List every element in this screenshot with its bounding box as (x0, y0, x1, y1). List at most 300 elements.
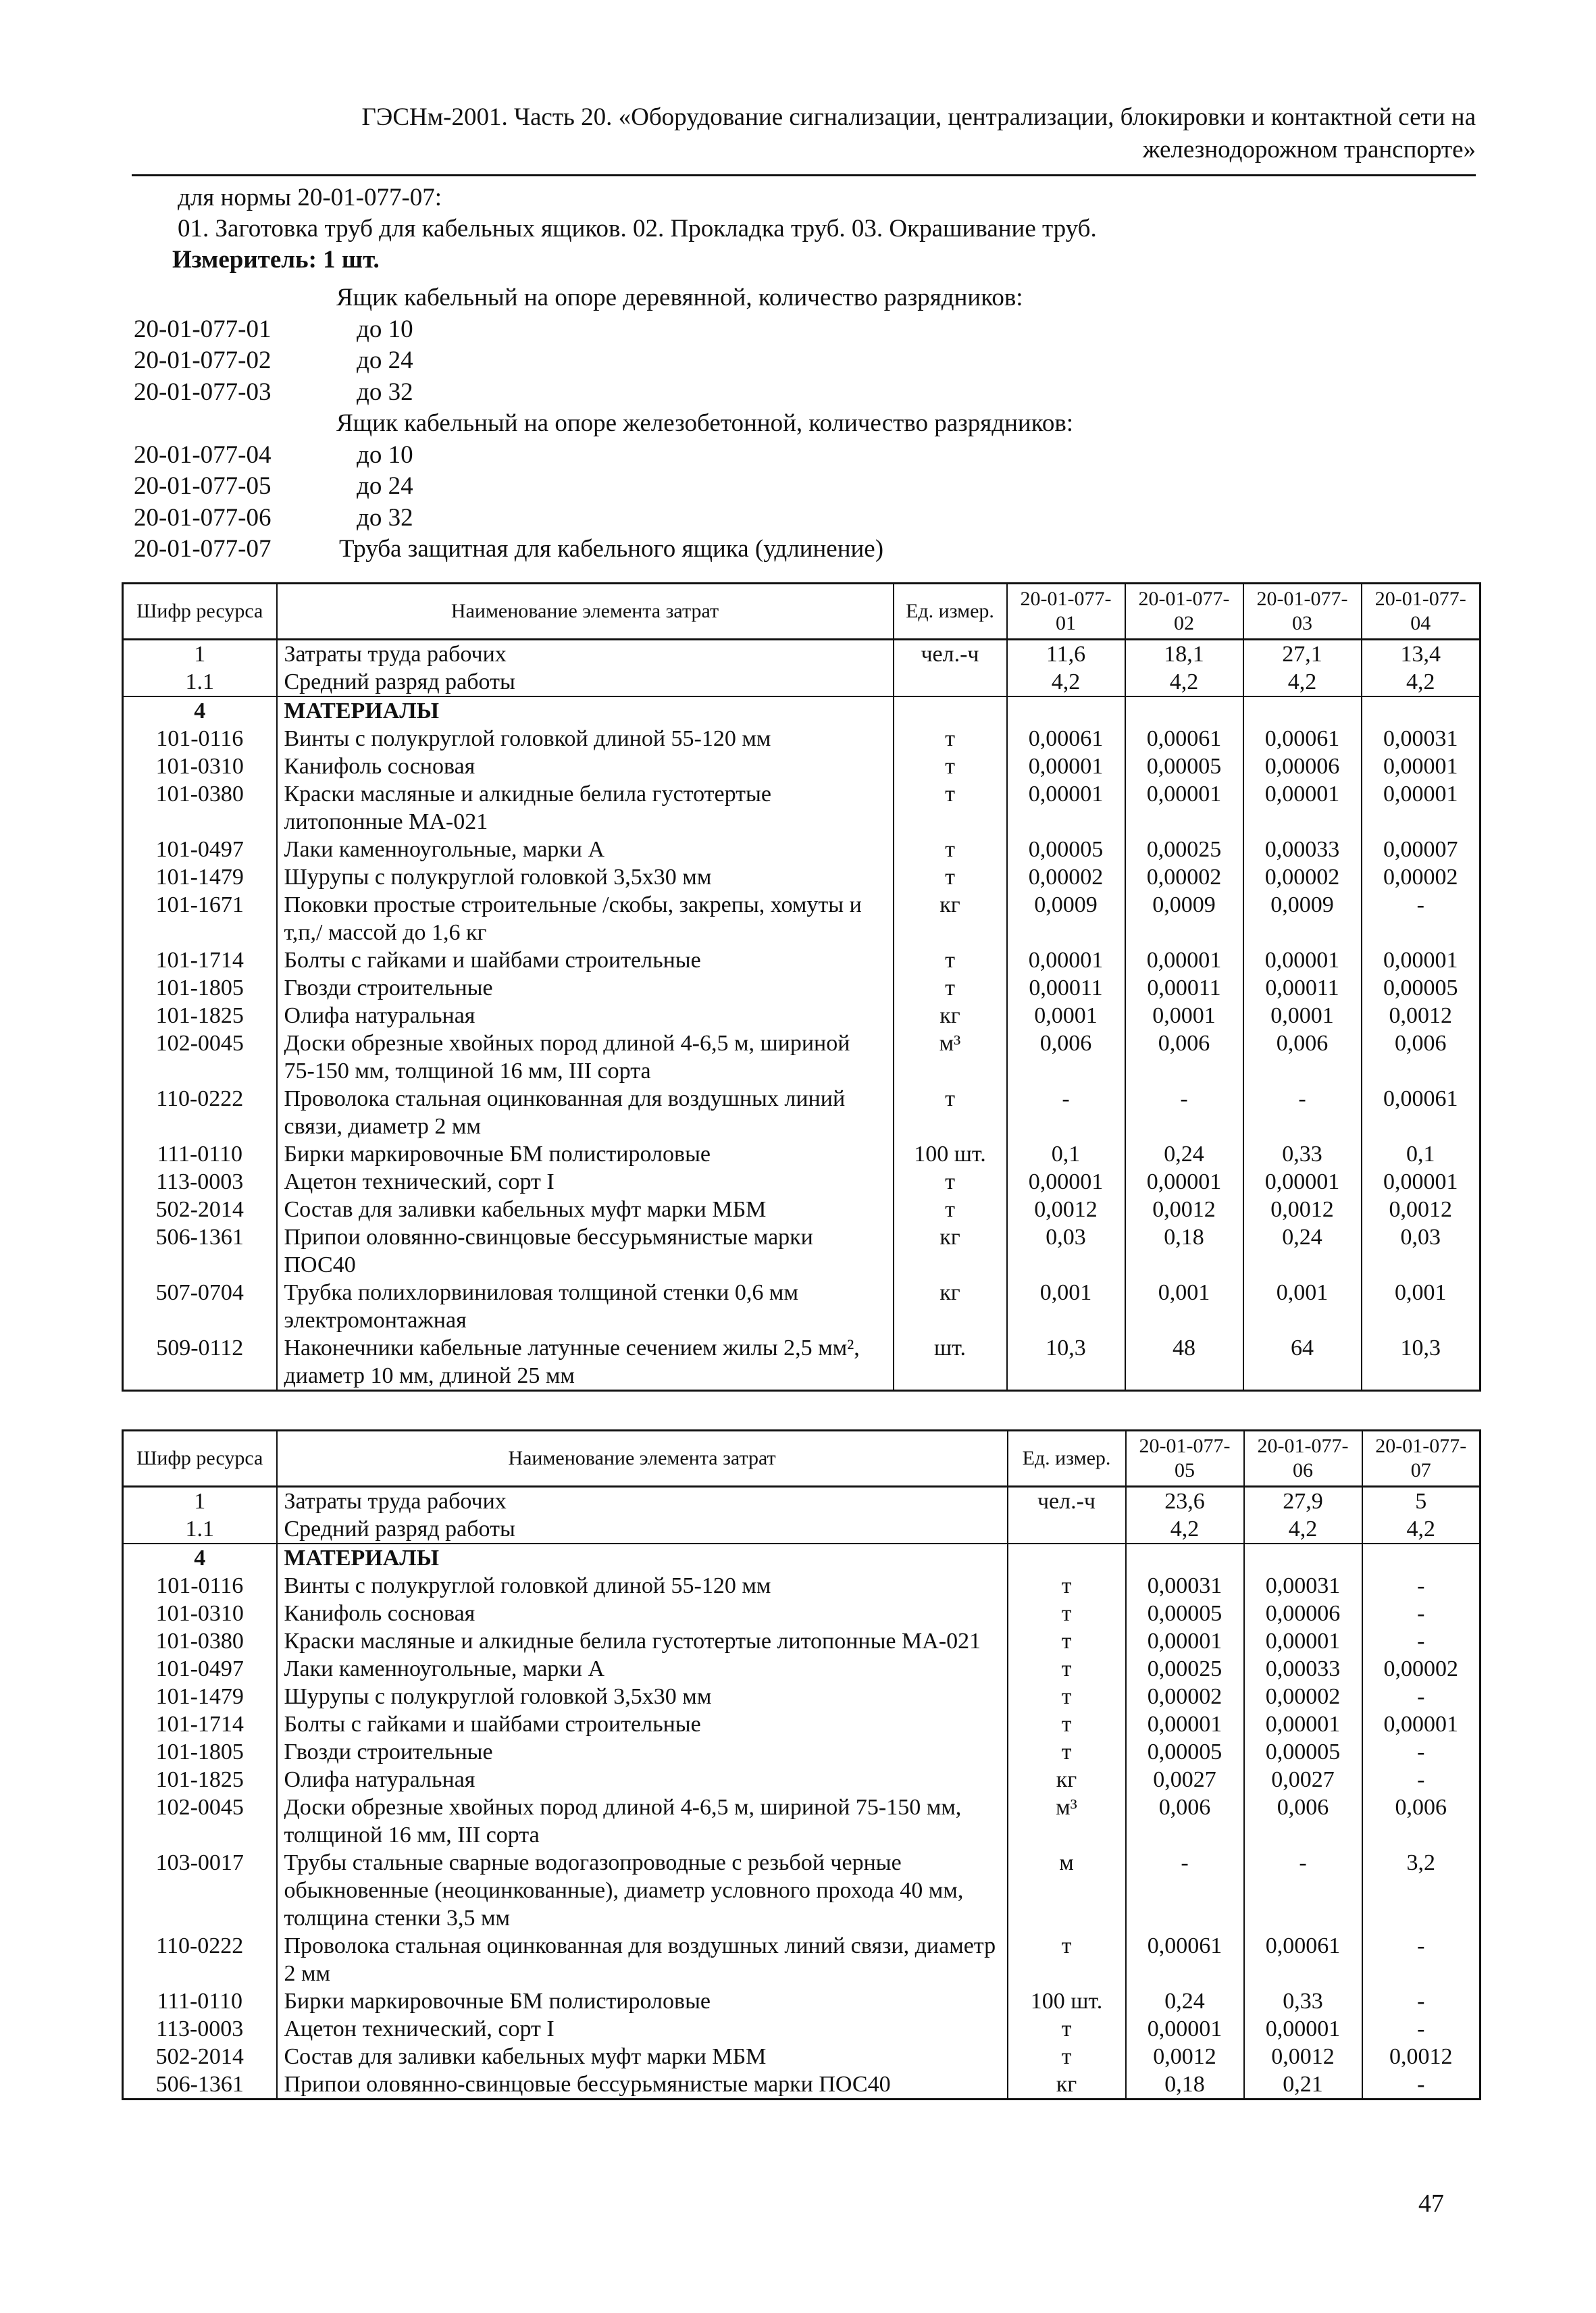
value-cell (1125, 696, 1243, 725)
norm-code-text: до 24 (357, 347, 413, 375)
value-cell: 27,1 (1243, 640, 1362, 669)
cost-element-name: Проволока стальная оцинкованная для воздушных линий связи, диаметр 2 мм (277, 1932, 1008, 1987)
table-row (123, 2015, 1481, 2043)
column-header: 20-01-077-01 (1007, 584, 1125, 640)
resource-code: 101-0116 (123, 725, 277, 753)
norm-code: 20-01-077-05 (134, 472, 272, 501)
unit-cell: т (894, 1085, 1007, 1140)
value-cell: - (1362, 2070, 1481, 2100)
value-cell: 0,00031 (1126, 1572, 1244, 1600)
resource-code: 101-1825 (123, 1766, 277, 1794)
value-cell: 0,00061 (1126, 1932, 1244, 1987)
resource-code: 101-1805 (123, 1738, 277, 1766)
value-cell: - (1362, 1987, 1481, 2015)
page-number: 47 (1418, 2189, 1444, 2218)
norm-reference: для нормы 20-01-077-07: (178, 184, 442, 211)
value-cell: 0,00025 (1125, 836, 1243, 863)
value-cell: 0,00061 (1243, 725, 1362, 753)
norm-group-heading (134, 408, 1478, 440)
value-cell: - (1007, 1085, 1125, 1140)
resource-code: 1 (123, 1487, 277, 1516)
value-cell: 0,00001 (1243, 946, 1362, 974)
value-cell: 0,00002 (1126, 1683, 1244, 1710)
value-cell: 0,24 (1126, 1987, 1244, 2015)
value-cell: 0,00001 (1125, 946, 1243, 974)
value-cell: 0,0012 (1007, 1196, 1125, 1223)
resource-code: 113-0003 (123, 1168, 277, 1196)
value-cell: 0,00001 (1362, 780, 1481, 836)
value-cell: 0,00001 (1007, 753, 1125, 780)
cost-element-name: Затраты труда рабочих (277, 640, 894, 669)
resource-code: 101-1825 (123, 1002, 277, 1030)
page-header (135, 101, 1476, 166)
cost-element-name: Бирки маркировочные БМ полистироловые (277, 1987, 1008, 2015)
column-header: 20-01-077-02 (1125, 584, 1243, 640)
cost-element-name: Ацетон технический, сорт I (277, 2015, 1008, 2043)
cost-element-name: Трубы стальные сварные водогазопроводные с резьбой черные обыкновенные (неоцинкованные), диаметр условного прохода 40 мм, толщина стенки 3,5 мм (277, 1849, 1008, 1932)
value-cell: 0,006 (1362, 1794, 1481, 1849)
cost-element-name: Средний разряд работы (277, 668, 894, 696)
resource-code: 506-1361 (123, 1223, 277, 1279)
unit-cell: шт. (894, 1334, 1007, 1391)
header-line-1: ГЭСНм-2001. Часть 20. «Оборудование сигнализации, централизации, блокировки и контактной сети на (361, 103, 1476, 131)
resource-code: 101-1805 (123, 974, 277, 1002)
value-cell: 0,0012 (1362, 1196, 1481, 1223)
value-cell: 10,3 (1362, 1334, 1481, 1391)
value-cell: 0,00061 (1362, 1085, 1481, 1140)
resource-code: 507-0704 (123, 1279, 277, 1334)
cost-element-name: Лаки каменноугольные, марки А (277, 1655, 1008, 1683)
value-cell (1007, 696, 1125, 725)
value-cell: 0,00001 (1243, 780, 1362, 836)
unit-cell: т (1008, 2015, 1126, 2043)
value-cell: 0,1 (1007, 1140, 1125, 1168)
resource-code: 101-1671 (123, 891, 277, 946)
column-header: Ед. измер. (1008, 1431, 1126, 1487)
value-cell: 10,3 (1007, 1334, 1125, 1391)
resource-code: 502-2014 (123, 2043, 277, 2070)
value-cell: 0,33 (1244, 1987, 1362, 2015)
work-description: 01. Заготовка труб для кабельных ящиков. 02. Прокладка труб. 03. Окрашивание труб. (178, 215, 1097, 243)
header-rule (132, 174, 1476, 176)
value-cell: 64 (1243, 1334, 1362, 1391)
unit-cell: т (894, 1168, 1007, 1196)
cost-element-name: Припои оловянно-свинцовые бессурьмянистые марки ПОС40 (277, 2070, 1008, 2100)
value-cell: 0,00001 (1243, 1168, 1362, 1196)
value-cell: 0,00002 (1244, 1683, 1362, 1710)
value-cell: - (1362, 1683, 1481, 1710)
value-cell: 0,00001 (1362, 1710, 1481, 1738)
column-header: 20-01-077-03 (1243, 584, 1362, 640)
value-cell: 0,21 (1244, 2070, 1362, 2100)
value-cell: - (1362, 2015, 1481, 2043)
norm-code-text: до 32 (357, 378, 413, 406)
table-row (123, 1572, 1481, 1600)
value-cell: 0,00002 (1125, 863, 1243, 891)
unit-cell: 100 шт. (1008, 1987, 1126, 2015)
norm-code: 20-01-077-03 (134, 378, 272, 406)
value-cell: 0,00001 (1126, 1710, 1244, 1738)
cost-element-name: Лаки каменноугольные, марки А (277, 836, 894, 863)
value-cell (1244, 1544, 1362, 1572)
value-cell: 0,18 (1126, 2070, 1244, 2100)
unit-cell: чел.-ч (1008, 1487, 1126, 1516)
cost-element-name: Наконечники кабельные латунные сечением жилы 2,5 мм², диаметр 10 мм, длиной 25 мм (277, 1334, 894, 1391)
value-cell: 0,00011 (1243, 974, 1362, 1002)
norm-code-row (134, 440, 1478, 472)
resource-code: 1.1 (123, 668, 277, 696)
value-cell: - (1362, 1766, 1481, 1794)
unit-cell (894, 668, 1007, 696)
cost-element-name: Канифоль сосновая (277, 1600, 1008, 1627)
value-cell: 0,0012 (1362, 1002, 1481, 1030)
unit-cell: м (1008, 1849, 1126, 1932)
column-header: Ед. измер. (894, 584, 1007, 640)
norm-code-text: до 10 (357, 440, 413, 469)
cost-element-name: Шурупы с полукруглой головкой 3,5х30 мм (277, 1683, 1008, 1710)
resource-code: 101-0380 (123, 1627, 277, 1655)
norm-code: 20-01-077-02 (134, 347, 272, 375)
value-cell: 4,2 (1125, 668, 1243, 696)
table-row (123, 1710, 1481, 1738)
table-row (123, 1168, 1481, 1196)
table-row (123, 696, 1481, 725)
norm-code-row (134, 534, 1478, 565)
header-line-2: железнодорожном транспорте» (1142, 136, 1476, 163)
norm-code: 20-01-077-04 (134, 440, 272, 469)
resource-code: 103-0017 (123, 1849, 277, 1932)
value-cell: 0,18 (1125, 1223, 1243, 1279)
table-row (123, 1085, 1481, 1140)
cost-element-name: Состав для заливки кабельных муфт марки МБМ (277, 2043, 1008, 2070)
unit-cell: 100 шт. (894, 1140, 1007, 1168)
cost-element-name: Олифа натуральная (277, 1766, 1008, 1794)
table-row (123, 1600, 1481, 1627)
table-row (123, 1655, 1481, 1683)
value-cell: 0,001 (1007, 1279, 1125, 1334)
table-row (123, 1987, 1481, 2015)
table-row (123, 1279, 1481, 1334)
norm-code-row (134, 377, 1478, 409)
value-cell: 0,00033 (1244, 1655, 1362, 1683)
resource-code: 509-0112 (123, 1334, 277, 1391)
column-header: Наименование элемента затрат (277, 584, 894, 640)
value-cell: 0,0012 (1244, 2043, 1362, 2070)
column-header: Шифр ресурса (123, 584, 277, 640)
cost-element-name: МАТЕРИАЛЫ (277, 696, 894, 725)
column-header: 20-01-077-04 (1362, 584, 1481, 640)
resource-code: 101-0380 (123, 780, 277, 836)
value-cell: 0,00011 (1125, 974, 1243, 1002)
cost-element-name: Олифа натуральная (277, 1002, 894, 1030)
table-row (123, 1223, 1481, 1279)
cost-element-name: Припои оловянно-свинцовые бессурьмянистые марки ПОС40 (277, 1223, 894, 1279)
cost-element-name: Шурупы с полукруглой головкой 3,5х30 мм (277, 863, 894, 891)
value-cell: 0,00002 (1362, 863, 1481, 891)
value-cell: 0,00001 (1007, 780, 1125, 836)
unit-cell: кг (894, 891, 1007, 946)
value-cell: 0,00001 (1244, 1627, 1362, 1655)
value-cell: 0,0001 (1243, 1002, 1362, 1030)
unit-cell: кг (894, 1002, 1007, 1030)
cost-element-name: Средний разряд работы (277, 1515, 1008, 1544)
value-cell: 0,0009 (1243, 891, 1362, 946)
cost-element-name: МАТЕРИАЛЫ (277, 1544, 1008, 1572)
value-cell: 0,00005 (1126, 1600, 1244, 1627)
norm-group-text: Ящик кабельный на опоре деревянной, количество разрядников: (336, 284, 1023, 312)
cost-element-name: Гвозди строительные (277, 974, 894, 1002)
unit-cell: кг (1008, 1766, 1126, 1794)
unit-cell: т (1008, 1932, 1126, 1987)
value-cell: - (1362, 891, 1481, 946)
value-cell: - (1243, 1085, 1362, 1140)
value-cell: 0,0009 (1125, 891, 1243, 946)
resource-code: 1 (123, 640, 277, 669)
value-cell: - (1362, 1600, 1481, 1627)
norm-group-text: Ящик кабельный на опоре железобетонной, количество разрядников: (336, 409, 1074, 438)
norm-code-row (134, 345, 1478, 377)
value-cell: 0,00001 (1125, 1168, 1243, 1196)
table-row (123, 1515, 1481, 1544)
resource-code: 110-0222 (123, 1932, 277, 1987)
value-cell: 0,00061 (1007, 725, 1125, 753)
table-row (123, 1683, 1481, 1710)
norm-code-row (134, 314, 1478, 346)
value-cell (1243, 696, 1362, 725)
value-cell: 0,00005 (1125, 753, 1243, 780)
table-row (123, 1738, 1481, 1766)
value-cell: 0,03 (1007, 1223, 1125, 1279)
value-cell: 0,00031 (1362, 725, 1481, 753)
unit-cell: т (894, 946, 1007, 974)
value-cell: 0,00031 (1244, 1572, 1362, 1600)
cost-element-name: Трубка полихлорвиниловая толщиной стенки 0,6 мм электромонтажная (277, 1279, 894, 1334)
value-cell: 0,0027 (1126, 1766, 1244, 1794)
value-cell: 0,00002 (1243, 863, 1362, 891)
value-cell: 0,00001 (1362, 1168, 1481, 1196)
table-row (123, 725, 1481, 753)
resource-table-2 (122, 1429, 1481, 2100)
resource-code: 506-1361 (123, 2070, 277, 2100)
value-cell: 11,6 (1007, 640, 1125, 669)
unit-cell: т (894, 753, 1007, 780)
cost-element-name: Краски масляные и алкидные белила густотертые литопонные МА-021 (277, 780, 894, 836)
cost-element-name: Гвозди строительные (277, 1738, 1008, 1766)
table-row (123, 2043, 1481, 2070)
unit-cell (1008, 1544, 1126, 1572)
norm-group-heading (134, 282, 1478, 314)
resource-code: 101-1714 (123, 1710, 277, 1738)
table-row (123, 1140, 1481, 1168)
unit-cell: чел.-ч (894, 640, 1007, 669)
table-row (123, 891, 1481, 946)
value-cell: - (1362, 1932, 1481, 1987)
value-cell: - (1244, 1849, 1362, 1932)
cost-element-name: Доски обрезные хвойных пород длиной 4-6,5 м, шириной 75-150 мм, толщиной 16 мм, III сорта (277, 1794, 1008, 1849)
unit-cell (1008, 1515, 1126, 1544)
value-cell: 0,006 (1125, 1030, 1243, 1085)
unit-cell: т (1008, 1600, 1126, 1627)
column-header: 20-01-077-05 (1126, 1431, 1244, 1487)
value-cell: 0,00007 (1362, 836, 1481, 863)
table-row (123, 863, 1481, 891)
value-cell: 13,4 (1362, 640, 1481, 669)
resource-code: 101-0497 (123, 836, 277, 863)
value-cell: 0,00006 (1244, 1600, 1362, 1627)
table-row (123, 1766, 1481, 1794)
value-cell: 0,006 (1243, 1030, 1362, 1085)
resource-code: 111-0110 (123, 1987, 277, 2015)
unit-cell: т (894, 1196, 1007, 1223)
value-cell: 0,006 (1362, 1030, 1481, 1085)
value-cell: 0,00025 (1126, 1655, 1244, 1683)
value-cell: 0,00001 (1007, 946, 1125, 974)
value-cell: 0,00001 (1007, 1168, 1125, 1196)
value-cell: 0,00002 (1362, 1655, 1481, 1683)
column-header: Наименование элемента затрат (277, 1431, 1008, 1487)
value-cell (1362, 696, 1481, 725)
unit-cell: т (1008, 1738, 1126, 1766)
norm-code: 20-01-077-07 (134, 535, 272, 563)
unit-cell: т (894, 836, 1007, 863)
unit-cell: т (894, 863, 1007, 891)
resource-code: 101-0116 (123, 1572, 277, 1600)
table-row (123, 753, 1481, 780)
value-cell: 0,1 (1362, 1140, 1481, 1168)
table-row (123, 974, 1481, 1002)
cost-element-name: Ацетон технический, сорт I (277, 1168, 894, 1196)
unit-cell: кг (1008, 2070, 1126, 2100)
table-row (123, 640, 1481, 669)
resource-code: 102-0045 (123, 1030, 277, 1085)
norm-code-text: до 24 (357, 472, 413, 501)
value-cell: 4,2 (1362, 668, 1481, 696)
value-cell: 5 (1362, 1487, 1481, 1516)
value-cell: 0,00006 (1243, 753, 1362, 780)
table-row (123, 1544, 1481, 1572)
unit-cell: т (1008, 1683, 1126, 1710)
value-cell: 0,006 (1126, 1794, 1244, 1849)
value-cell: 0,03 (1362, 1223, 1481, 1279)
value-cell: 48 (1125, 1334, 1243, 1391)
norm-code-row (134, 503, 1478, 534)
norm-code-text: Труба защитная для кабельного ящика (удлинение) (339, 535, 884, 563)
unit-cell: т (1008, 1627, 1126, 1655)
value-cell: - (1125, 1085, 1243, 1140)
column-header: Шифр ресурса (123, 1431, 277, 1487)
table-row (123, 1196, 1481, 1223)
value-cell: 0,00061 (1244, 1932, 1362, 1987)
table-row (123, 2070, 1481, 2100)
value-cell: 0,001 (1125, 1279, 1243, 1334)
value-cell: 0,33 (1243, 1140, 1362, 1168)
unit-cell (894, 696, 1007, 725)
cost-element-name: Состав для заливки кабельных муфт марки МБМ (277, 1196, 894, 1223)
table-row (123, 1030, 1481, 1085)
norm-code-row (134, 471, 1478, 503)
value-cell: 0,0012 (1126, 2043, 1244, 2070)
unit-cell: т (894, 780, 1007, 836)
value-cell: 0,00001 (1126, 2015, 1244, 2043)
table-row (123, 946, 1481, 974)
value-cell: - (1126, 1849, 1244, 1932)
value-cell: 4,2 (1126, 1515, 1244, 1544)
value-cell: 0,001 (1243, 1279, 1362, 1334)
cost-element-name: Канифоль сосновая (277, 753, 894, 780)
table-row (123, 1849, 1481, 1932)
value-cell: 0,0027 (1244, 1766, 1362, 1794)
resource-code: 101-1714 (123, 946, 277, 974)
unit-cell: кг (894, 1279, 1007, 1334)
value-cell: 0,00001 (1125, 780, 1243, 836)
value-cell: 18,1 (1125, 640, 1243, 669)
value-cell: 0,00001 (1244, 1710, 1362, 1738)
unit-cell: т (1008, 1655, 1126, 1683)
table-row (123, 1932, 1481, 1987)
table-row (123, 668, 1481, 696)
cost-element-name: Краски масляные и алкидные белила густотертые литопонные МА-021 (277, 1627, 1008, 1655)
value-cell: 0,00033 (1243, 836, 1362, 863)
resource-code: 110-0222 (123, 1085, 277, 1140)
resource-table-1 (122, 582, 1481, 1392)
value-cell: 0,00005 (1362, 974, 1481, 1002)
value-cell: 0,0012 (1125, 1196, 1243, 1223)
value-cell: 4,2 (1243, 668, 1362, 696)
norm-code-list (134, 282, 1478, 565)
unit-cell: кг (894, 1223, 1007, 1279)
unit-cell: м³ (894, 1030, 1007, 1085)
value-cell: 0,00005 (1244, 1738, 1362, 1766)
value-cell: 0,0001 (1125, 1002, 1243, 1030)
measure-unit: Измеритель: 1 шт. (172, 246, 380, 274)
table-row (123, 780, 1481, 836)
norm-code-text: до 32 (357, 503, 413, 532)
value-cell: 0,24 (1243, 1223, 1362, 1279)
norm-code: 20-01-077-01 (134, 315, 272, 343)
unit-cell: т (1008, 1572, 1126, 1600)
table-row (123, 1002, 1481, 1030)
cost-element-name: Проволока стальная оцинкованная для воздушных линий связи, диаметр 2 мм (277, 1085, 894, 1140)
value-cell: 0,0012 (1243, 1196, 1362, 1223)
unit-cell: м³ (1008, 1794, 1126, 1849)
cost-element-name: Болты с гайками и шайбами строительные (277, 1710, 1008, 1738)
value-cell: 0,00005 (1126, 1738, 1244, 1766)
norm-code: 20-01-077-06 (134, 503, 272, 532)
resource-code: 101-1479 (123, 863, 277, 891)
value-cell: 0,00011 (1007, 974, 1125, 1002)
value-cell: 0,00061 (1125, 725, 1243, 753)
resource-code: 111-0110 (123, 1140, 277, 1168)
value-cell: 4,2 (1362, 1515, 1481, 1544)
value-cell: 0,0001 (1007, 1002, 1125, 1030)
value-cell: 0,0009 (1007, 891, 1125, 946)
cost-element-name: Бирки маркировочные БМ полистироловые (277, 1140, 894, 1168)
resource-code: 4 (123, 1544, 277, 1572)
unit-cell: т (894, 974, 1007, 1002)
resource-code: 101-0310 (123, 1600, 277, 1627)
table-row (123, 1334, 1481, 1391)
value-cell: 0,006 (1244, 1794, 1362, 1849)
unit-cell: т (1008, 2043, 1126, 2070)
value-cell: 0,24 (1125, 1140, 1243, 1168)
value-cell: - (1362, 1627, 1481, 1655)
value-cell: 0,006 (1007, 1030, 1125, 1085)
cost-element-name: Поковки простые строительные /скобы, закрепы, хомуты и т,п,/ массой до 1,6 кг (277, 891, 894, 946)
table-row (123, 836, 1481, 863)
unit-cell: т (894, 725, 1007, 753)
cost-element-name: Винты с полукруглой головкой длиной 55-120 мм (277, 1572, 1008, 1600)
column-header: 20-01-077-06 (1244, 1431, 1362, 1487)
